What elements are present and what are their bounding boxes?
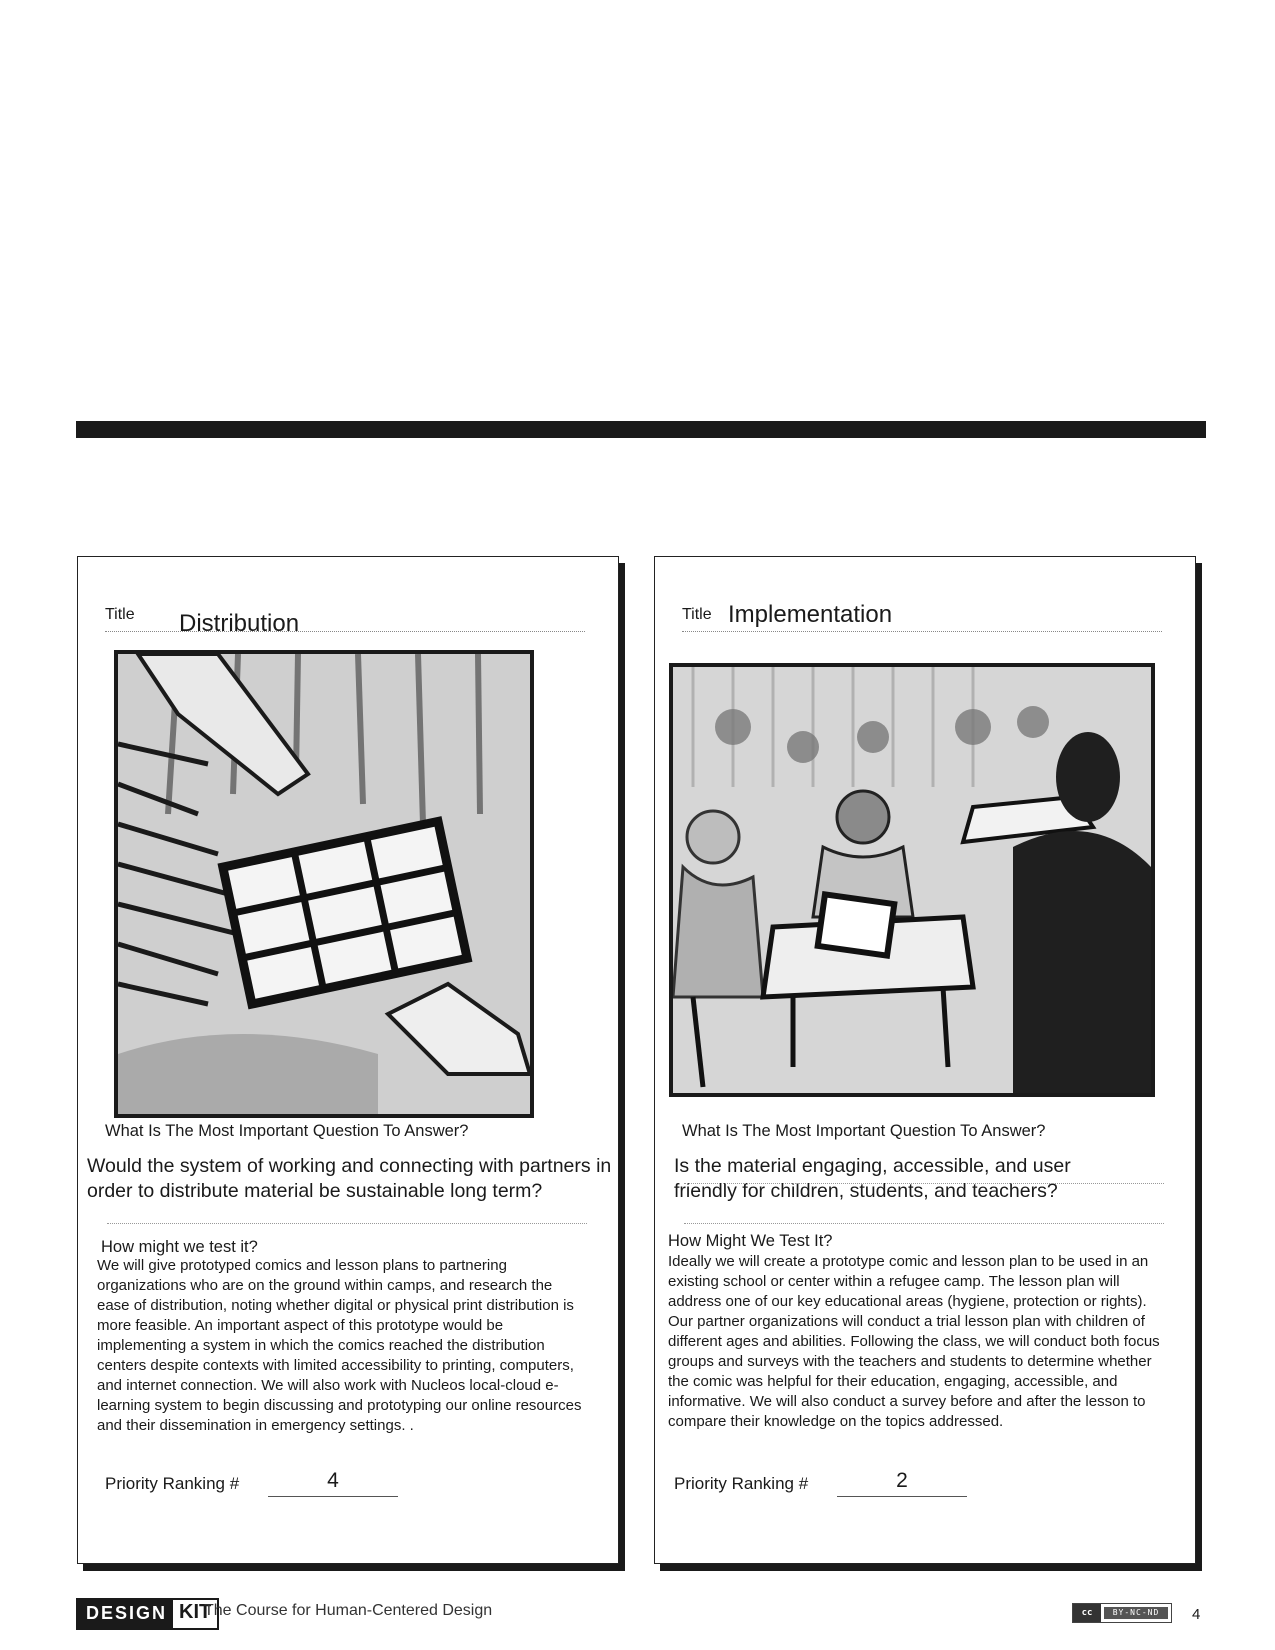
distribution-illustration	[114, 650, 534, 1118]
card-title: Distribution	[179, 610, 300, 637]
logo-design-text: DESIGN	[86, 1603, 168, 1623]
creative-commons-badge	[1072, 1603, 1172, 1623]
question-label: What Is The Most Important Question To Answer?	[682, 1122, 1046, 1140]
test-label: How Might We Test It?	[668, 1232, 833, 1250]
logo-kit-text: KIT	[173, 1600, 217, 1628]
question-label: What Is The Most Important Question To Answer?	[105, 1122, 469, 1140]
page-number: 4	[1192, 1606, 1201, 1623]
priority-value: 2	[896, 1469, 908, 1492]
priority-label: Priority Ranking #	[105, 1474, 240, 1493]
title-underline	[682, 631, 1162, 632]
priority-value: 4	[327, 1469, 339, 1492]
prototype-card-implementation	[654, 556, 1196, 1564]
test-description: Ideally we will create a prototype comic and lesson plan to be used in an existing school or center within a refugee camp. The lesson plan will address one of our key educational areas (hygiene, protection or rights). Our partner organizations will conduct a trial lesson plan with children of different ages and abilities. Following the class, we will conduct both focus groups and surveys with the teachers and students to determine whether the comic was helpful for their education, engaging, accessible, and informative. We will also conduct a survey before and after the lesson to compare their knowledge on the topics addressed.	[668, 1253, 1160, 1430]
title-label: Title	[682, 606, 712, 623]
priority-underline	[837, 1496, 967, 1497]
title-label: Title	[105, 606, 135, 623]
priority-underline	[268, 1496, 398, 1497]
license-text: BY-NC-ND	[1104, 1607, 1168, 1619]
header-rule	[76, 421, 1206, 438]
course-name: The Course for Human-Centered Design	[204, 1602, 493, 1619]
answer-underline	[107, 1223, 587, 1224]
test-label: How might we test it?	[101, 1238, 258, 1256]
title-underline	[105, 631, 585, 632]
answer-underline-1	[684, 1183, 1164, 1184]
sketch-classroom	[673, 667, 1151, 1093]
sketch-hand-passing-comic	[118, 654, 530, 1114]
card-title: Implementation	[728, 601, 893, 628]
implementation-illustration	[669, 663, 1155, 1097]
cc-icon: cc	[1073, 1604, 1101, 1622]
question-answer: Would the system of working and connecting with partners in order to distribute material be sustainable long term?	[87, 1155, 612, 1202]
design-kit-logo	[76, 1598, 219, 1630]
answer-underline-2	[684, 1223, 1164, 1224]
priority-label: Priority Ranking #	[674, 1474, 809, 1493]
prototype-card-distribution	[77, 556, 619, 1564]
question-answer: Is the material engaging, accessible, and user friendly for children, students, and teachers?	[674, 1155, 1071, 1202]
test-description: We will give prototyped comics and lesson plans to partnering organizations who are on the ground within camps, and research the ease of distribution, noting whether digital or physical print distribution is more feasible. An important aspect of this prototype would be implementing a system in which the comics reached the distribution centers despite contexts with limited accessibility to printing, computers, and internet connection. We will also work with Nucleos local-cloud e-learning system to begin discussing and prototyping our online resources and their dissemination in emergency settings. .	[97, 1257, 582, 1434]
